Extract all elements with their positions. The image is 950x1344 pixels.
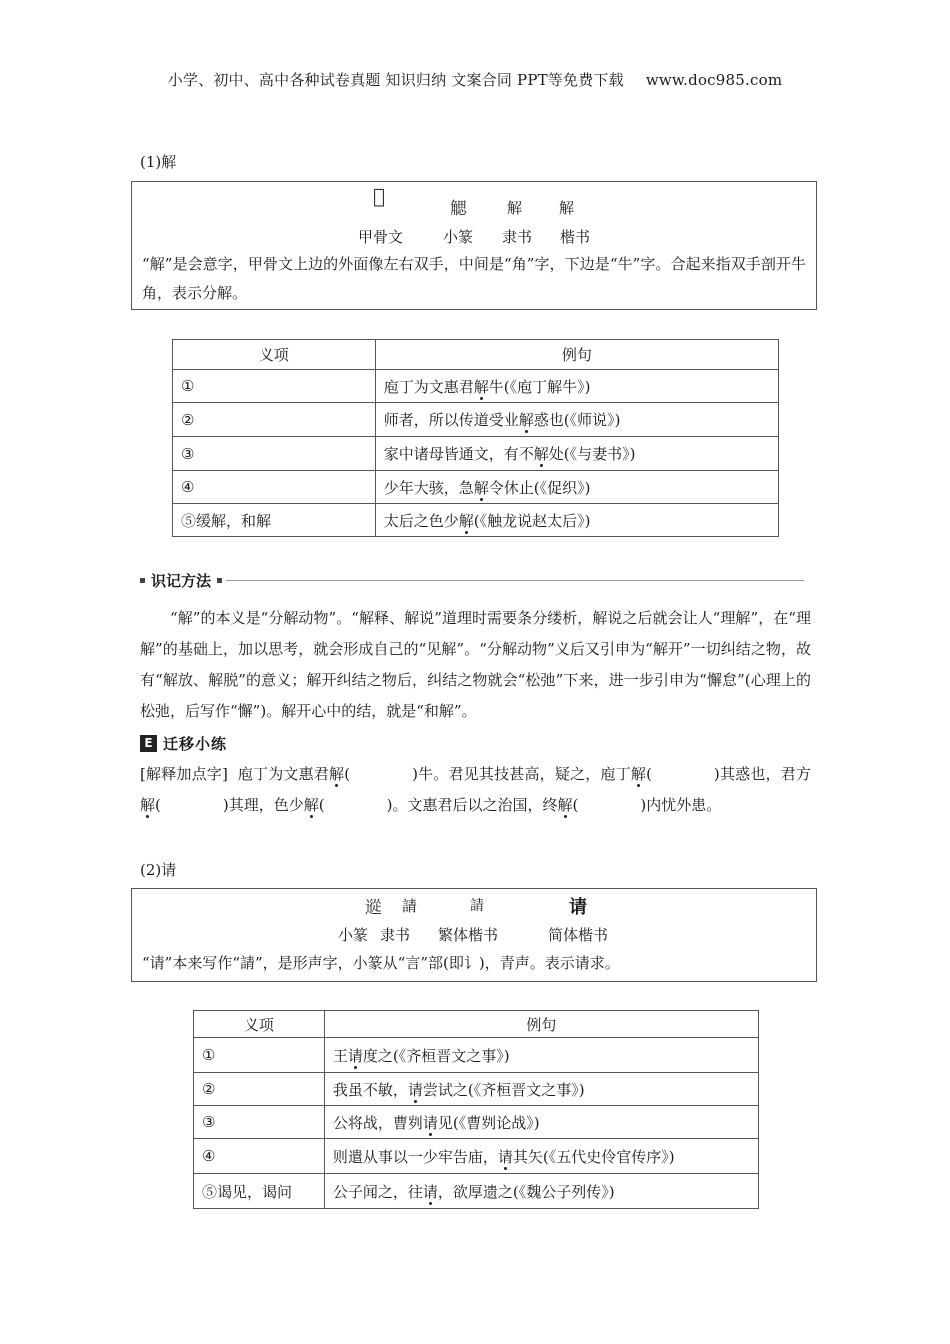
script-name: 小篆 [338, 926, 369, 944]
dotted-char: 解 [329, 765, 345, 783]
table-row [173, 437, 779, 471]
square-bullet-icon [140, 578, 145, 583]
table-row [194, 1073, 759, 1106]
method-heading [140, 570, 804, 590]
script-name: 隶书 [502, 228, 533, 246]
example-cell: 我虽不敏，请尝试之(《齐桓晋文之事》) [324, 1073, 758, 1106]
page-header [0, 69, 950, 90]
example-cell: 太后之色少解(《触龙说赵太后》) [375, 504, 778, 537]
section-2-origin-box [131, 888, 817, 982]
meaning-cell: ④ [173, 471, 376, 504]
table-row [194, 1174, 759, 1209]
script-name: 小篆 [443, 228, 474, 246]
practice-title: 迁移小练 [163, 735, 228, 753]
table-row [194, 1106, 759, 1139]
dotted-char: 解 [473, 377, 489, 396]
dotted-char: 请 [422, 1113, 438, 1132]
oracle-bone-glyph: 𤓰 [373, 184, 386, 208]
script-name: 甲骨文 [358, 228, 404, 246]
method-paragraph: “解”的本义是“分解动物”。“解释、解说”道理时需要条分缕析，解说之后就会让人“理解”，在“理解”的基础上，加以思考，就会形成自己的“见解”。“分解动物”义后又引申为“解开”一切纠结之物，故有“解放、解脱”的意义；解开纠结之物后，纠结之物就会“松弛”下来，进一步引申为“懈怠”(心理上的松弛，后写作“懈”)。解开心中的结，就是“和解”。 [140, 609, 811, 720]
header-text: 小学、初中、高中各种试卷真题 知识归纳 文案合同 PPT等免费下载 [167, 71, 624, 89]
example-cell: 庖丁为文惠君解牛(《庖丁解牛》) [375, 370, 778, 403]
dotted-char: 解 [518, 411, 534, 429]
origin-description: “解”是会意字，甲骨文上边的外面像左右双手，中间是“角”字，下边是“牛”字。合起来指双手剖开牛角，表示分解。 [142, 255, 806, 302]
origin-description: “请”本来写作“請”，是形声字，小篆从“言”部(即讠)，青声。表示请求。 [142, 954, 620, 972]
meaning-table-2 [193, 1010, 759, 1209]
dotted-char: 请 [497, 1147, 513, 1166]
practice-paragraph: [解释加点字] 庖丁为文惠君解( )牛。君见其技甚高，疑之，庖丁解( )其惑也，君方解( )其理，色少解( )。文惠君后以之治国，终解( )内忧外患。 [140, 765, 811, 814]
meaning-cell: ② [173, 403, 376, 437]
dotted-char: 请 [422, 1182, 438, 1201]
meaning-cell: ③ [173, 437, 376, 471]
seal-script-glyph: 䚡 [450, 199, 467, 219]
dotted-char: 请 [407, 1080, 423, 1099]
meaning-cell: ④ [194, 1139, 325, 1174]
script-name: 楷书 [560, 228, 591, 246]
dotted-char: 解 [140, 796, 156, 814]
dotted-char: 解 [473, 478, 489, 497]
table-header: 例句 [324, 1011, 758, 1038]
meaning-cell: ① [194, 1038, 325, 1073]
header-site[interactable]: www.doc985.com [645, 71, 783, 89]
meaning-cell: ⑤缓解，和解 [173, 504, 376, 537]
simplified-script-glyph: 请 [569, 897, 587, 918]
section-1-origin-box [131, 181, 817, 310]
method-title: 识记方法 [151, 571, 212, 590]
meaning-cell: ① [173, 370, 376, 403]
seal-script-glyph: 䢨 [365, 898, 382, 918]
table-row [173, 471, 779, 504]
table-header: 义项 [173, 340, 376, 370]
script-name: 繁体楷书 [438, 926, 499, 944]
practice-icon: E [140, 735, 157, 752]
clerical-script-glyph: 解 [507, 199, 523, 217]
divider [226, 580, 804, 581]
dotted-char: 解 [533, 445, 549, 463]
table-header: 例句 [375, 340, 778, 370]
script-name: 简体楷书 [548, 926, 609, 944]
example-cell: 公子闻之，往请，欲厚遗之(《魏公子列传》) [324, 1174, 758, 1209]
meaning-cell: ② [194, 1073, 325, 1106]
table-row [194, 1139, 759, 1174]
script-name: 隶书 [380, 926, 411, 944]
example-cell: 则遣从事以一少牢告庙，请其矢(《五代史伶官传序》) [324, 1139, 758, 1174]
practice-instruction: [解释加点字] [140, 765, 228, 783]
traditional-script-glyph: 請 [470, 898, 484, 914]
square-bullet-icon [217, 578, 222, 583]
dotted-char: 解 [458, 511, 474, 530]
meaning-cell: ③ [194, 1106, 325, 1139]
example-cell: 少年大骇，急解令休止(《促织》) [375, 471, 778, 504]
meaning-table-1 [172, 339, 779, 537]
table-row [173, 370, 779, 403]
practice-heading [140, 733, 227, 754]
section-2-label: (2)请 [140, 861, 177, 879]
table-header: 义项 [194, 1011, 325, 1038]
example-cell: 师者，所以传道受业解惑也(《师说》) [375, 403, 778, 437]
example-cell: 公将战，曹刿请见(《曹刿论战》) [324, 1106, 758, 1139]
dotted-char: 解 [630, 765, 647, 783]
table-row [173, 504, 779, 537]
clerical-script-glyph: 請 [402, 897, 418, 915]
table-row [194, 1038, 759, 1073]
example-cell: 家中诸母皆通文，有不解处(《与妻书》) [375, 437, 778, 471]
dotted-char: 解 [557, 796, 573, 814]
dotted-char: 请 [347, 1046, 363, 1065]
table-row [173, 403, 779, 437]
regular-script-glyph: 解 [559, 199, 575, 217]
example-cell: 王请度之(《齐桓晋文之事》) [324, 1038, 758, 1073]
dotted-char: 解 [303, 796, 319, 814]
meaning-cell: ⑤谒见，谒问 [194, 1174, 325, 1209]
section-1-label: (1)解 [140, 153, 177, 171]
